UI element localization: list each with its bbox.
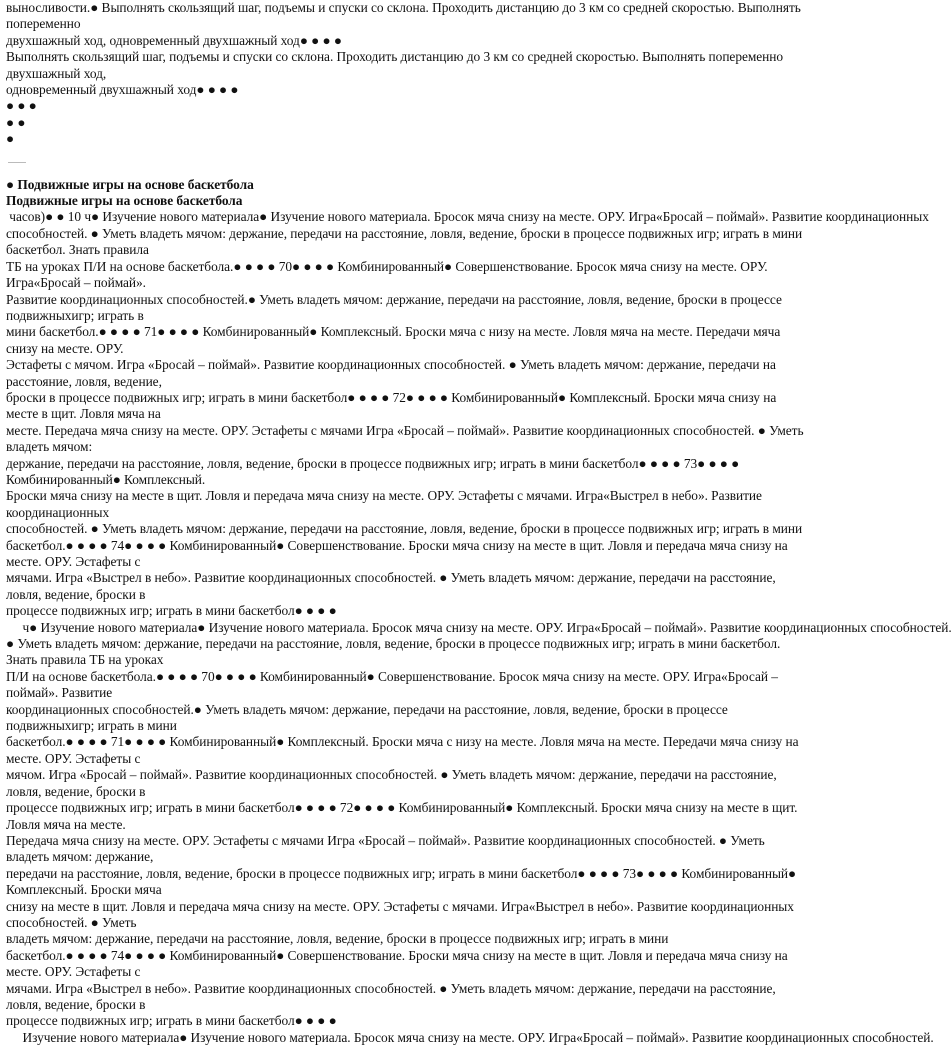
text-line: способностей. ● Уметь владеть мячом: держание, передачи на расстояние, ловля, ведение, броски в процессе подвижных игр; играть в мини баскетбол. Знать правила xyxy=(6,225,803,258)
text-line: Передача мяча снизу на месте. ОРУ. Эстафеты с мячами Игра «Бросай – поймай». Развитие координационных способностей. ● Уметь владеть мячом: держание, xyxy=(6,832,765,865)
text-line: баскетбол.● ● ● ● 74● ● ● ● Комбинированный● Совершенствование. Броски мяча снизу на месте в щит. Ловля и передача мяча снизу на месте. ОРУ. Эстафеты с xyxy=(6,947,788,980)
text-line: Развитие координационных способностей.● Уметь владеть мячом: держание, передачи на расстояние, ловля, ведение, броски в процессе подвижныхигр; играть в xyxy=(6,291,782,323)
bullet-dots: ● ● xyxy=(6,114,26,130)
text-line: снизу на месте в щит. Ловля и передача мяча снизу на месте. ОРУ. Эстафеты с мячами. Игра«Выстрел в небо». Развитие координационных способностей. ● Уметь xyxy=(6,898,794,930)
text-line: Эстафеты с мячом. Игра «Бросай – поймай». Развитие координационных способностей. ● Уметь владеть мячом: держание, передачи на расстояние, ловля, ведение, xyxy=(6,357,776,389)
text-line: двухшажный ход, одновременный двухшажный ход● ● ● ● xyxy=(6,32,342,48)
text-line: одновременный двухшажный ход● ● ● ● xyxy=(6,82,239,98)
text-line: процессе подвижных игр; играть в мини баскетбол● ● ● ● xyxy=(6,1013,337,1029)
text-line: выносливости.● Выполнять скользящий шаг, подъемы и спуски со склона. Проходить дистанцию до 3 км со средней скоростью. Выполнять попеременно xyxy=(6,0,801,32)
text-line: мячами. Игра «Выстрел в небо». Развитие координационных способностей. ● Уметь владеть мячом: держание, передачи на расстояние, ловля, ведение, броски в xyxy=(6,980,776,1012)
text-line: мячами. Игра «Выстрел в небо». Развитие координационных способностей. ● Уметь владеть мячом: держание, передачи на расстояние, ловля, ведение, броски в xyxy=(6,570,776,602)
text-line: координационных способностей.● Уметь владеть мячом: держание, передачи на расстояние, ловля, ведение, броски в процессе подвижныхигр; играть в мини xyxy=(6,701,728,734)
text-line: владеть мячом: держание, передачи на расстояние, ловля, ведение, броски в процессе подвижных игр; играть в мини xyxy=(6,931,669,947)
bullet-dots: ● xyxy=(6,131,15,147)
text-line: ч● Изучение нового материала● Изучение нового материала. Бросок мяча снизу на месте. ОРУ. Игра«Бросай – поймай». Развитие координационных способностей. xyxy=(6,619,952,635)
text-line: Броски мяча снизу на месте в щит. Ловля и передача мяча снизу на месте. ОРУ. Эстафеты с мячами. Игра«Выстрел в небо». Развитие координационных xyxy=(6,488,762,520)
section-heading: ● Подвижные игры на основе баскетбола xyxy=(6,176,254,192)
section-heading: Подвижные игры на основе баскетбола xyxy=(6,193,243,209)
bullet-dots: ● ● ● xyxy=(6,98,37,114)
text-line: месте. Передача мяча снизу на месте. ОРУ. Эстафеты с мячами Игра «Бросай – поймай». Развитие координационных способностей. ● Уметь владеть мячом: xyxy=(6,422,804,455)
text-line: баскетбол.● ● ● ● 74● ● ● ● Комбинированный● Совершенствование. Броски мяча снизу на месте в щит. Ловля и передача мяча снизу на месте. ОРУ. Эстафеты с xyxy=(6,537,788,569)
text-line: баскетбол.● ● ● ● 71● ● ● ● Комбинированный● Комплексный. Броски мяча с низу на месте. Ловля мяча на месте. Передачи мяча снизу на месте. ОРУ. Эстафеты с xyxy=(6,734,799,766)
text-line: мини баскетбол.● ● ● ● 71● ● ● ● Комбинированный● Комплексный. Броски мяча с низу на месте. Ловля мяча на месте. Передачи мяча снизу на месте. ОРУ. xyxy=(6,324,781,356)
text-line: П/И на основе баскетбола.● ● ● ● 70● ● ● ● Комбинированный● Совершенствование. Бросок мяча снизу на месте. ОРУ. Игра«Бросай – поймай». Развитие xyxy=(6,668,778,701)
text-line: способностей. ● Уметь владеть мячом: держание, передачи на расстояние, ловля, ведение, броски в процессе подвижных игр; играть в мини xyxy=(6,521,803,537)
text-line: передачи на расстояние, ловля, ведение, броски в процессе подвижных игр; играть в мини баскетбол● ● ● ● 73● ● ● ● Комбинированный● Комплексный. Броски мяча xyxy=(6,865,797,898)
text-line: ● Уметь владеть мячом: держание, передачи на расстояние, ловля, ведение, броски в процессе подвижных игр; играть в мини баскетбол. Знать правила ТБ на уроках xyxy=(6,636,781,668)
divider xyxy=(8,162,26,163)
text-line: Изучение нового материала● Изучение нового материала. Бросок мяча снизу на месте. ОРУ. Игра«Бросай – поймай». Развитие координационных способностей. xyxy=(6,1029,934,1045)
text-line: Выполнять скользящий шаг, подъемы и спуски со склона. Проходить дистанцию до 3 км со средней скоростью. Выполнять попеременно двухшажный ход, xyxy=(6,49,784,81)
text-line: держание, передачи на расстояние, ловля, ведение, броски в процессе подвижных игр; играть в мини баскетбол● ● ● ● 73● ● ● ● Комбинированный● Комплексный. xyxy=(6,455,740,487)
text-line: часов)● ● 10 ч● Изучение нового материала● Изучение нового материала. Бросок мяча снизу на месте. ОРУ. Игра«Бросай – поймай». Развитие координационных xyxy=(6,209,929,225)
text-line: броски в процессе подвижных игр; играть в мини баскетбол● ● ● ● 72● ● ● ● Комбинированный● Комплексный. Броски мяча снизу на месте в щит. Ловля мяча на xyxy=(6,389,777,422)
text-line: ТБ на уроках П/И на основе баскетбола.● ● ● ● 70● ● ● ● Комбинированный● Совершенствование. Бросок мяча снизу на месте. ОРУ. Игра«Бросай – поймай». xyxy=(6,258,768,291)
text-line: процессе подвижных игр; играть в мини баскетбол● ● ● ● xyxy=(6,603,337,619)
text-line: процессе подвижных игр; играть в мини баскетбол● ● ● ● 72● ● ● ● Комбинированный● Комплексный. Броски мяча снизу на месте в щит. Ловля мяча на месте. xyxy=(6,800,798,832)
text-line: мячом. Игра «Бросай – поймай». Развитие координационных способностей. ● Уметь владеть мячом: держание, передачи на расстояние, ловля, ведение, броски в xyxy=(6,767,777,799)
